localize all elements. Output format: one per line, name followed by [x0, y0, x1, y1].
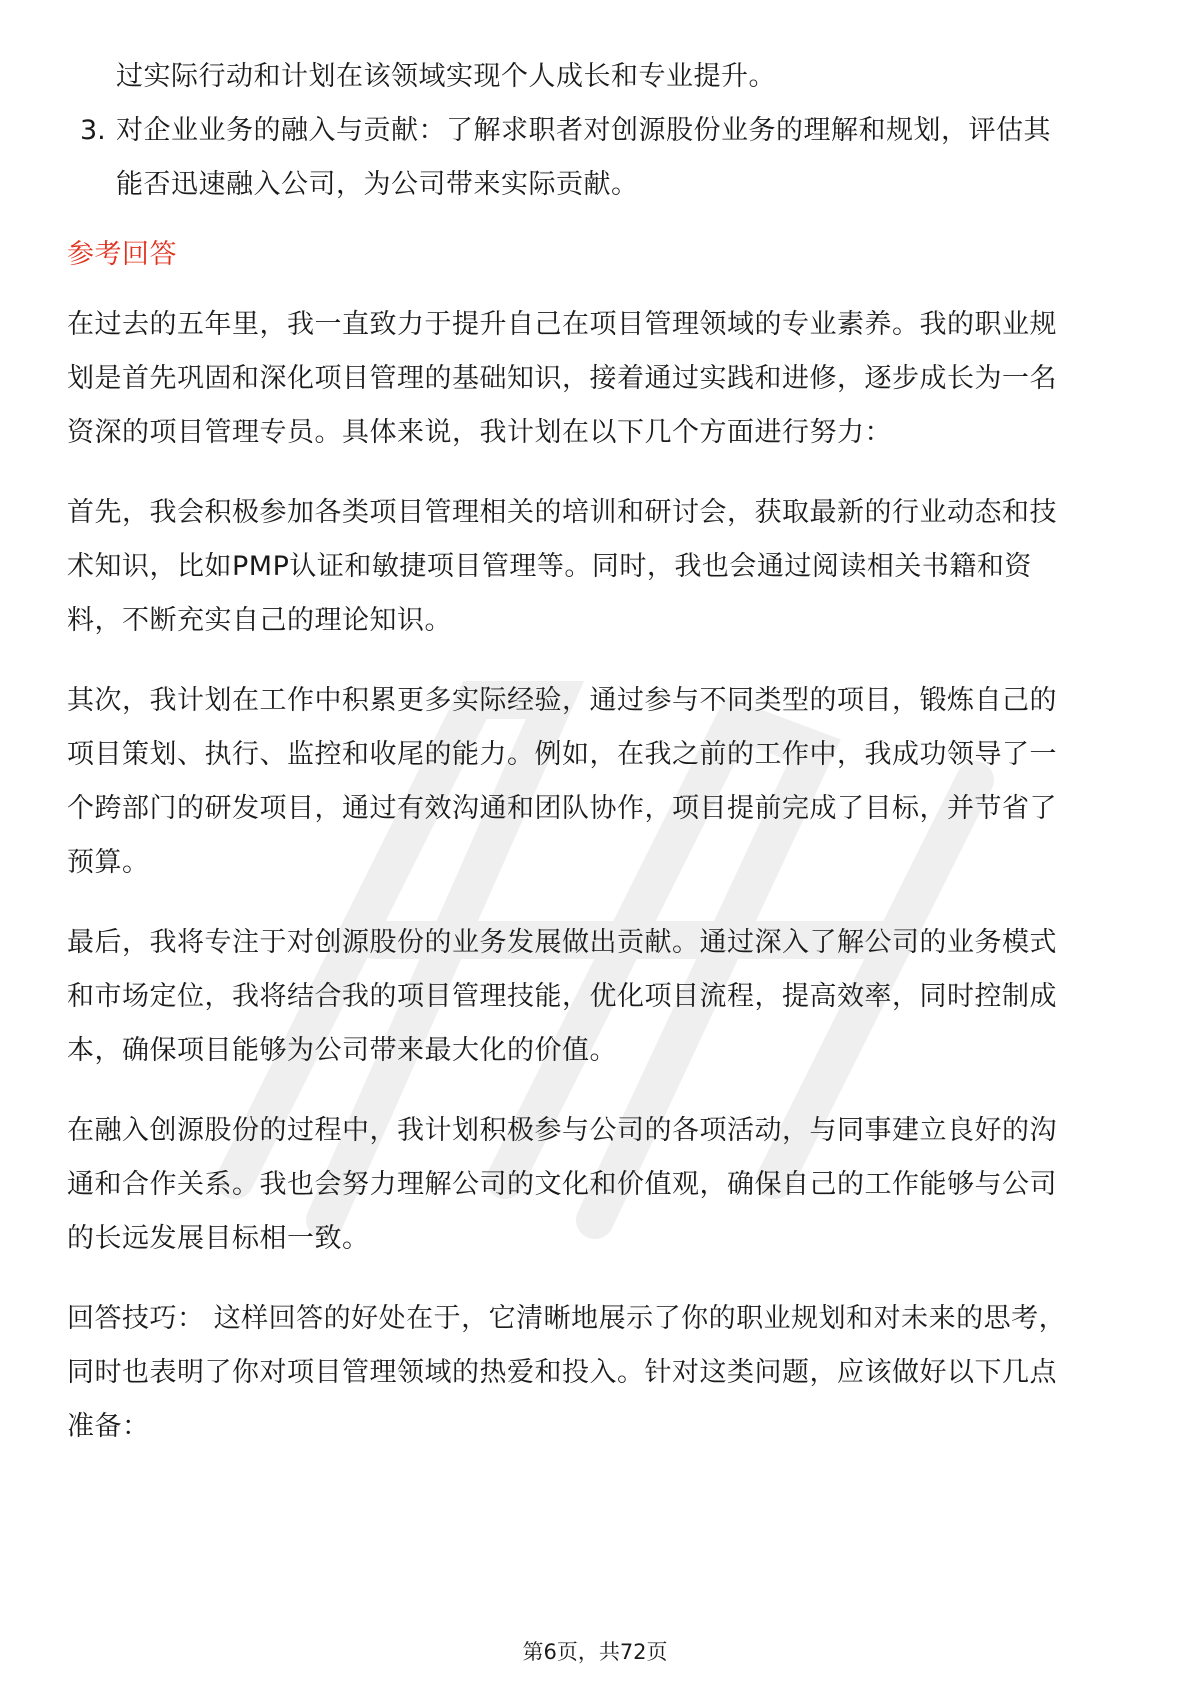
- paragraph-line: 划是首先巩固和深化项目管理的基础知识，接着通过实践和进修，逐步成长为一名: [67, 363, 1057, 394]
- paragraph-line: 同时也表明了你对项目管理领域的热爱和投入。针对这类问题，应该做好以下几点: [67, 1357, 1057, 1388]
- paragraph-line: 回答技巧： 这样回答的好处在于，它清晰地展示了你的职业规划和对未来的思考，: [67, 1303, 1067, 1334]
- reference-heading: 参考回答: [67, 239, 177, 270]
- paragraph-line: 最后，我将专注于对创源股份的业务发展做出贡献。通过深入了解公司的业务模式: [67, 927, 1057, 958]
- paragraph-line: 在过去的五年里，我一直致力于提升自己在项目管理领域的专业素养。我的职业规: [67, 309, 1057, 340]
- paragraph-line: 的长远发展目标相一致。: [67, 1223, 370, 1254]
- list-item-3-line-1: 对企业业务的融入与贡献：了解求职者对创源股份业务的理解和规划，评估其: [116, 115, 1051, 146]
- intro-continuation: 过实际行动和计划在该领域实现个人成长和专业提升。: [116, 61, 776, 92]
- list-item-number: 3.: [80, 115, 106, 146]
- paragraph-line: 本，确保项目能够为公司带来最大化的价值。: [67, 1035, 617, 1066]
- paragraph-line: 和市场定位，我将结合我的项目管理技能，优化项目流程，提高效率，同时控制成: [67, 981, 1057, 1012]
- page-footer: 第6页，共72页: [522, 1640, 668, 1664]
- paragraph-line: 个跨部门的研发项目，通过有效沟通和团队协作，项目提前完成了目标，并节省了: [67, 793, 1057, 824]
- paragraph-line: 在融入创源股份的过程中，我计划积极参与公司的各项活动，与同事建立良好的沟: [67, 1115, 1057, 1146]
- paragraph-line: 项目策划、执行、监控和收尾的能力。例如，在我之前的工作中，我成功领导了一: [67, 739, 1057, 770]
- paragraph-line: 通和合作关系。我也会努力理解公司的文化和价值观，确保自己的工作能够与公司: [67, 1169, 1057, 1200]
- paragraph-line: 料，不断充实自己的理论知识。: [67, 605, 452, 636]
- paragraph-line: 预算。: [67, 847, 150, 878]
- paragraph-line: 其次，我计划在工作中积累更多实际经验，通过参与不同类型的项目，锻炼自己的: [67, 685, 1057, 716]
- paragraph-line: 准备：: [67, 1411, 150, 1442]
- list-item-3-line-2: 能否迅速融入公司，为公司带来实际贡献。: [116, 169, 639, 200]
- paragraph-line: 首先，我会积极参加各类项目管理相关的培训和研讨会，获取最新的行业动态和技: [67, 497, 1057, 528]
- paragraph-line: 资深的项目管理专员。具体来说，我计划在以下几个方面进行努力：: [67, 417, 892, 448]
- paragraph-line: 术知识，比如PMP认证和敏捷项目管理等。同时，我也会通过阅读相关书籍和资: [67, 551, 1032, 582]
